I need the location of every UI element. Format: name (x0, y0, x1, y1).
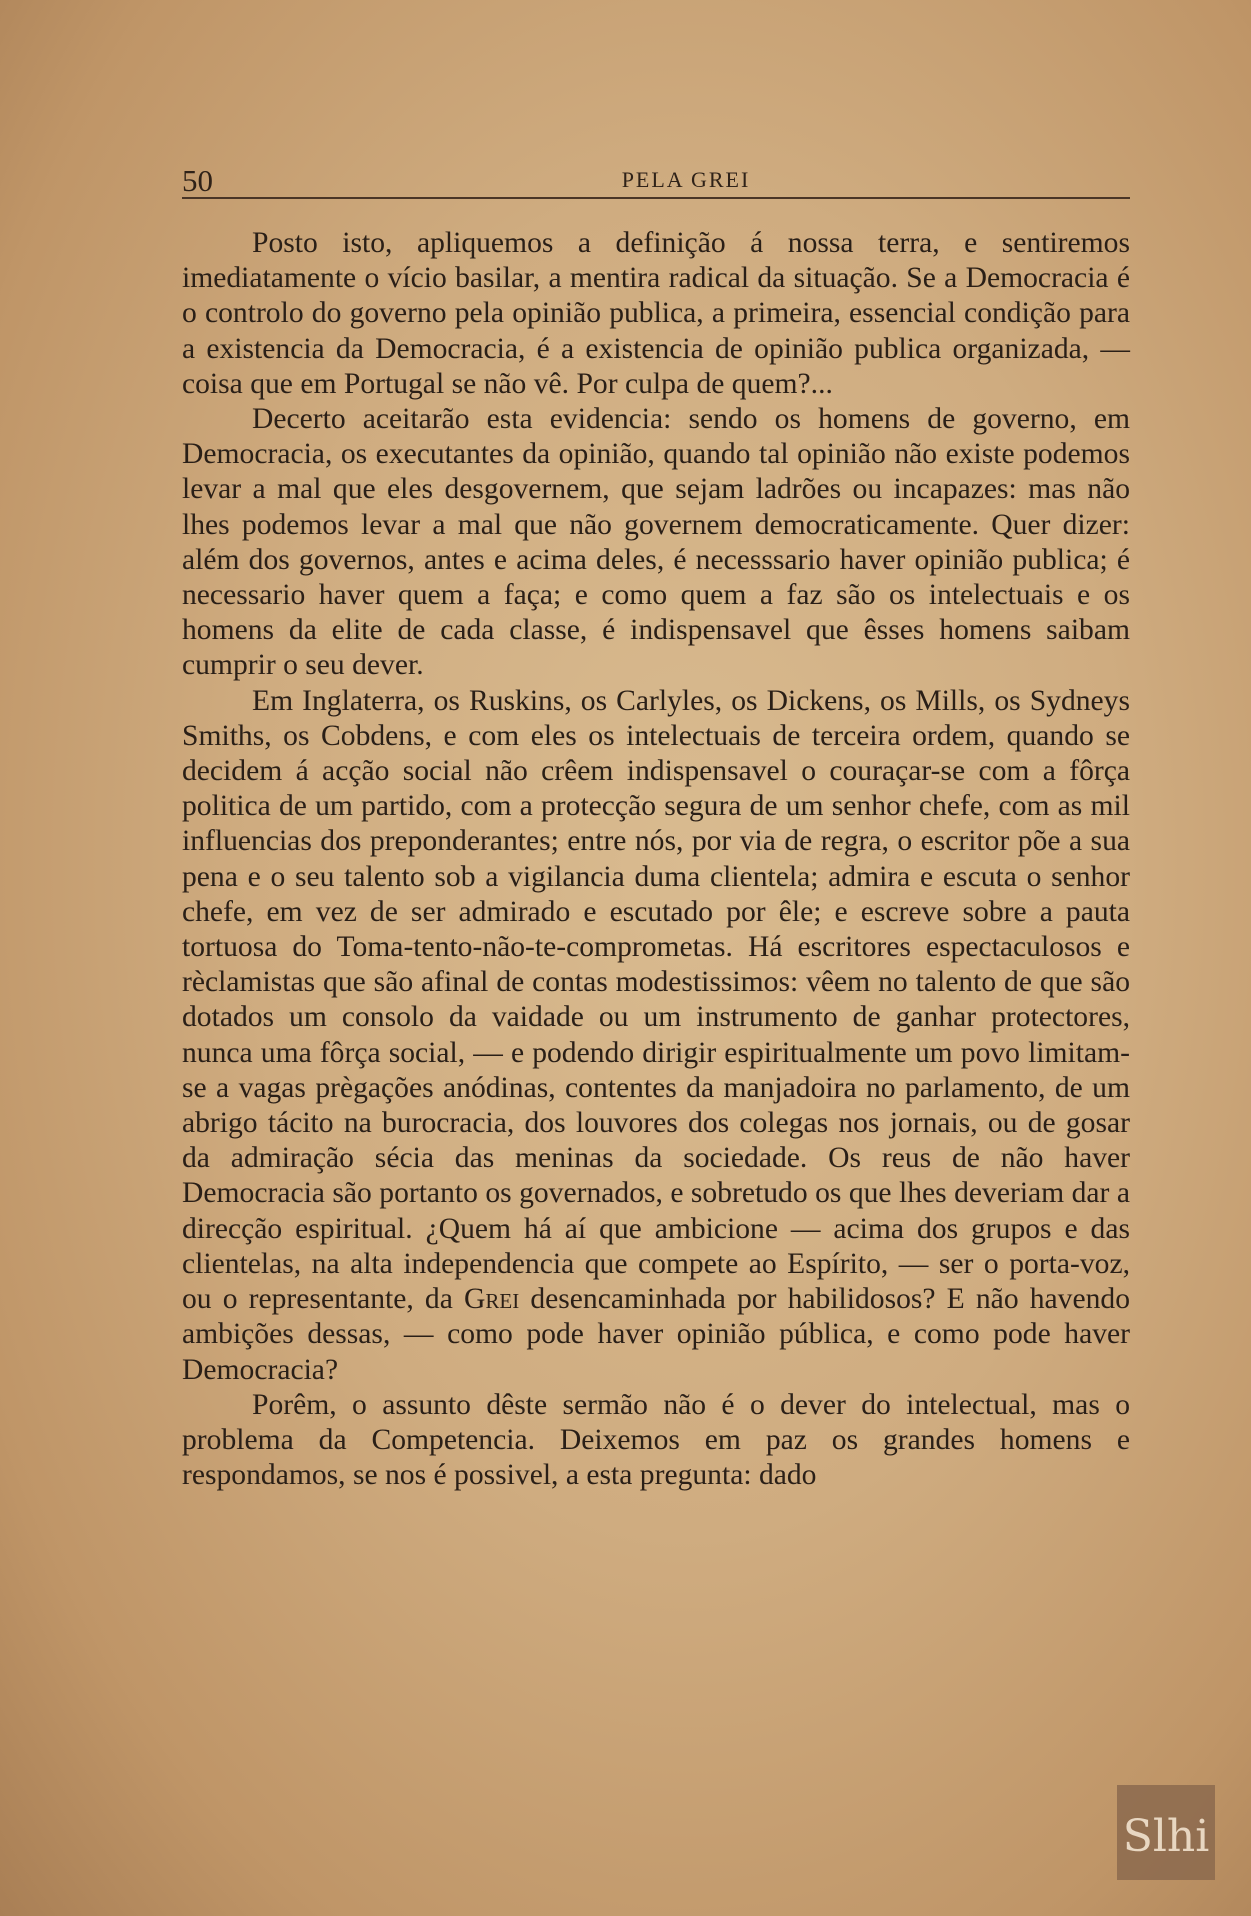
page-number: 50 (182, 163, 213, 198)
paragraph-3-main: Em Inglaterra, os Ruskins, os Carlyles, os Dickens, os Mills, os Sydneys Smiths, os Cobdens, e com eles os intelectuais de terceira ordem, quando se decidem á acção social não crêem indispensavel o couraçar-se com a fôrça politica de um partido, com a protecção segura de um senhor chefe, com as mil influencias dos preponderantes; entre nós, por via de regra, o escritor põe a sua pena e o seu talento sob a vigilancia duma clientela; admira e escuta o senhor chefe, em vez de ser admirado e escutado por êle; e escreve sobre a pauta tortuosa do Toma-tento-não-te-comprometas. Há escritores espectaculosos e rèclamistas que são afinal de contas modestissimos: vêem no talento de que são dotados um consolo da vaidade ou um instrumento de ganhar protectores, nunca uma fôrça social, — e podendo dirigir espiritualmente um povo limitam-se a vagas prègações anódinas, contentes da manjadoira no parlamento, de um abrigo tácito na burocracia, dos louvores dos colegas nos jornais, ou de gosar da admiração sécia das meninas da sociedade. Os reus de não haver Democracia são portanto os governados, e sobretudo os que lhes deveriam dar a direcção espiritual. ¿Quem há aí que ambicione — acima dos grupos e das clientelas, na alta independencia que compete ao Espírito, — ser o porta-voz, ou o representante, da (182, 684, 1130, 1316)
paragraph-2: Decerto aceitarão esta evidencia: sendo os homens de governo, em Democracia, os executantes da opinião, quando tal opinião não existe podemos levar a mal que eles desgovernem, que sejam ladrões ou incapazes: mas não lhes podemos levar a mal que não governem democraticamente. Quer dizer: além dos governos, antes e acima deles, é necesssario haver opinião publica; é necessario haver quem a faça; e como quem a faz são os intelectuais e os homens da elite de cada classe, é indispensavel que êsses homens saibam cumprir o seu dever. (182, 403, 1130, 682)
paragraph-3-tail: desencaminhada por habilidosos? E não havendo ambições dessas, — como pode haver opinião pública, e como pode haver Democracia? (182, 1283, 1130, 1386)
page-header (182, 163, 1130, 199)
paragraph-3 (182, 684, 1130, 1388)
paragraph-4: Porêm, o assunto dêste sermão não é o dever do intelectual, mas o problema da Competencia. Deixemos em paz os grandes homens e respondamos, se nos é possivel, a esta pregunta: dado (182, 1388, 1130, 1492)
body-text (182, 226, 1130, 1493)
paragraph-3-smallcaps: Grei (464, 1283, 520, 1316)
stamp-text: Slhi (1122, 1811, 1210, 1862)
running-head: PELA GREI (621, 167, 751, 192)
library-stamp-logo (1117, 1785, 1215, 1880)
paragraph-1: Posto isto, apliquemos a definição á nossa terra, e sentiremos imediatamente o vício basilar, a mentira radical da situação. Se a Democracia é o controlo do governo pela opinião publica, a primeira, essencial condição para a existencia da Democracia, é a existencia de opinião publica organizada, — coisa que em Portugal se não vê. Por culpa de quem?... (182, 227, 1130, 400)
